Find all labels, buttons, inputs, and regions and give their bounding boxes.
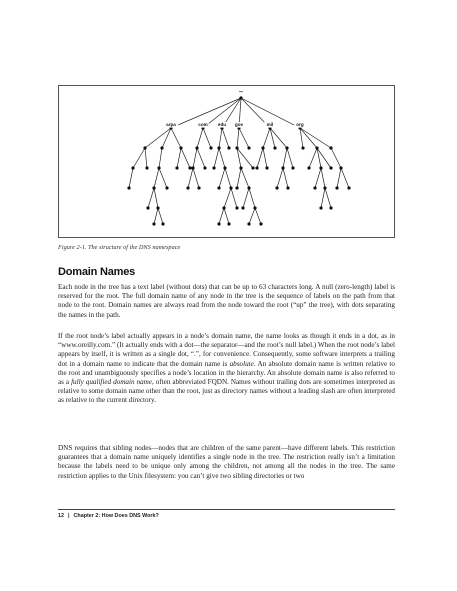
tree-node <box>229 186 232 189</box>
tree-edge <box>197 128 203 148</box>
footer-rule <box>58 509 395 510</box>
tld-label-com: com <box>198 122 208 128</box>
tree-edge <box>257 148 263 168</box>
tree-node <box>227 146 230 149</box>
tld-label-org: org <box>296 122 304 128</box>
tree-edge <box>263 128 270 148</box>
tld-label-edu: edu <box>217 122 227 128</box>
tree-node <box>247 186 250 189</box>
tree-edge <box>197 148 205 168</box>
tree-node <box>315 146 318 149</box>
tree-node <box>152 186 155 189</box>
tree-node <box>175 166 178 169</box>
tree-node <box>165 186 168 189</box>
tree-node <box>179 146 182 149</box>
tree-edge <box>263 148 267 168</box>
tree-edge <box>321 188 325 208</box>
footer-separator: | <box>68 513 70 519</box>
tree-node <box>239 166 242 169</box>
tree-node <box>335 186 338 189</box>
tree-edge <box>159 168 167 188</box>
tree-edge <box>231 188 237 208</box>
tree-node <box>191 166 194 169</box>
tree-edge <box>309 148 317 168</box>
tree-node <box>241 206 244 209</box>
tree-node <box>339 166 342 169</box>
tree-edge <box>237 128 239 148</box>
tree-edge <box>239 128 249 148</box>
tree-node <box>188 166 191 169</box>
figure-frame <box>58 85 395 238</box>
tree-edge <box>283 168 288 188</box>
tree-edge <box>159 148 162 168</box>
tree-node <box>329 206 332 209</box>
tree-node <box>145 166 148 169</box>
figure-caption: Figure 2-1. The structure of the DNS namespace <box>58 244 181 251</box>
tree-node <box>152 222 155 225</box>
paragraph-1: Each node in the tree has a text label (without dots) that can be up to 63 characters long. A null (zero-length) label is reserved for the root. The full domain name of any node in the tree is the sequence of labels on the path from that node to the root. Domain names are always read from the node toward the root (“up” the tree), with dots separating the names in the path. <box>58 283 395 319</box>
tree-edge <box>325 188 331 208</box>
tree-edge <box>219 168 225 188</box>
page-footer <box>58 513 159 519</box>
tree-edge <box>249 188 255 208</box>
tree-node <box>212 166 215 169</box>
tree-edge <box>145 128 171 148</box>
tree-node <box>301 146 304 149</box>
tree-edge <box>214 148 219 168</box>
tree-node <box>235 186 238 189</box>
tree-node <box>347 186 350 189</box>
term-absolute: absolute <box>229 359 254 368</box>
tree-edge <box>224 208 229 224</box>
tree-node <box>197 186 200 189</box>
tree-node <box>307 166 310 169</box>
tree-node <box>253 206 256 209</box>
tree-node <box>235 206 238 209</box>
tree-edge <box>219 128 222 148</box>
tree-node <box>329 166 332 169</box>
tree-node <box>255 166 258 169</box>
tree-node <box>203 166 206 169</box>
tree-node <box>273 146 276 149</box>
tree-node <box>247 146 250 149</box>
tree-edge <box>300 128 331 148</box>
tld-label-arpa: arpa <box>166 122 176 128</box>
tree-edge <box>341 168 349 188</box>
paragraph-2-text-a: If the root node’s label actually appears in a node’s domain name, the name looks as though it ends in a dot, as in “www.oreilly.com.” (It actually ends with a dot—the separator—and the root’s null label.) When the root node’s label appears by itself, it is written as a single dot, “.”, for convenience. Consequently, some software interprets a trailing dot in a domain name to indicate that the domain name is <box>58 332 395 368</box>
tree-node <box>161 222 164 225</box>
tree-edge <box>255 208 261 224</box>
tree-node <box>319 206 322 209</box>
tree-node <box>157 166 160 169</box>
tree-edge <box>243 188 249 208</box>
tree-node <box>195 146 198 149</box>
tree-edge <box>237 148 253 168</box>
tree-node <box>319 166 322 169</box>
tld-label-gov: gov <box>234 122 244 128</box>
tree-edge <box>145 148 147 168</box>
tree-edge <box>321 168 325 188</box>
tree-edge <box>181 148 190 168</box>
tree-edge <box>337 168 341 188</box>
tree-node <box>247 222 250 225</box>
tree-node <box>223 166 226 169</box>
tree-edge <box>287 148 293 168</box>
tree-node <box>281 166 284 169</box>
tree-edge <box>154 208 158 224</box>
tree-edge <box>203 128 211 148</box>
tree-edge <box>219 148 225 168</box>
tree-node <box>313 186 316 189</box>
page-number: 12 <box>58 513 64 519</box>
tree-node <box>251 166 254 169</box>
chapter-title: Chapter 2: How Does DNS Work? <box>73 513 159 519</box>
tree-node <box>235 146 238 149</box>
tree-edge <box>154 168 159 188</box>
paragraph-2 <box>58 332 395 406</box>
tree-edge <box>193 168 199 188</box>
tree-node <box>186 186 189 189</box>
tree-node <box>323 186 326 189</box>
tree-edge <box>237 168 241 188</box>
tree-node <box>146 206 149 209</box>
tree-edge <box>241 168 249 188</box>
tree-node <box>217 186 220 189</box>
tree-node <box>239 96 242 99</box>
tree-edge <box>277 168 283 188</box>
tree-edge <box>249 208 255 224</box>
tree-edge <box>331 148 341 168</box>
tree-node <box>329 146 332 149</box>
tree-node <box>227 222 230 225</box>
tree-node <box>275 186 278 189</box>
tree-node <box>209 146 212 149</box>
tree-node <box>259 222 262 225</box>
tree-node <box>291 166 294 169</box>
tree-node <box>265 166 268 169</box>
paragraph-2-text-b: . An absolute domain name is written relative to the root and unambiguously specifies a node’s location in the hierarchy. An absolute domain name is also referred to as a <box>58 359 395 387</box>
tree-edge <box>219 208 224 224</box>
tree-edge <box>133 148 145 168</box>
dns-namespace-tree <box>59 86 394 237</box>
tree-node <box>217 146 220 149</box>
tree-edge <box>154 188 158 208</box>
root-label: "" <box>238 90 244 95</box>
tree-edge <box>225 168 231 188</box>
paragraph-2-text-c: , often abbreviated FQDN. Names without trailing dots are sometimes interpreted as relative to some domain name other than the root, just as directory names without a leading slash are often interpreted as relative to the current directory. <box>58 378 395 405</box>
section-heading: Domain Names <box>58 266 136 278</box>
tree-node <box>261 146 264 149</box>
tree-edge <box>222 128 229 148</box>
tree-node <box>131 166 134 169</box>
tree-node <box>127 186 130 189</box>
tree-edge <box>129 168 133 188</box>
tld-label-mil: mil <box>266 122 274 128</box>
tree-edge <box>162 128 171 148</box>
tree-node <box>143 146 146 149</box>
tree-edge <box>177 148 181 168</box>
tree-edge <box>171 128 181 148</box>
tree-node <box>217 222 220 225</box>
tree-edge <box>224 188 231 208</box>
tree-node <box>222 206 225 209</box>
tree-edge <box>315 168 321 188</box>
tree-node <box>156 206 159 209</box>
paragraph-3: DNS requires that sibling nodes—nodes that are children of the same parent—have different labels. This restriction guarantees that a domain name uniquely identifies a single node in the tree. The restriction really isn’t a limitation because the labels need to be unique only among the children, not among all the nodes in the tree. The same restriction applies to the Unix filesystem: you can’t give two sibling directories or two <box>58 444 395 480</box>
tree-node <box>285 146 288 149</box>
tree-edge <box>148 188 154 208</box>
term-fqdn: fully qualified domain name <box>71 378 152 387</box>
tree-edge <box>283 148 287 168</box>
tree-edge <box>158 208 163 224</box>
tree-edge <box>193 148 197 168</box>
tree-node <box>160 146 163 149</box>
tree-node <box>286 186 289 189</box>
tree-edge <box>188 168 193 188</box>
